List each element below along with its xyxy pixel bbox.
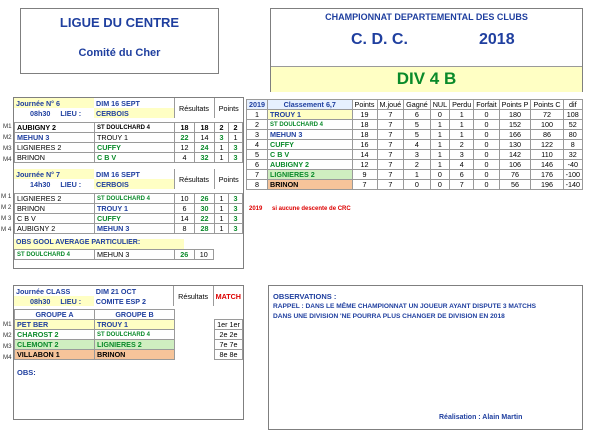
forfeit: 0 (474, 130, 499, 140)
team-b: CUFFY (95, 214, 175, 224)
col-header: Points (352, 100, 377, 110)
team-a: LIGNIERES 2 (15, 194, 95, 204)
observations-line1: RAPPEL : DANS LE MÊME CHAMPIONNAT UN JOUEUR AYANT DISPUTE 3 MATCHS (273, 303, 537, 310)
table-row (15, 320, 243, 330)
table-row (15, 224, 243, 234)
rank-a: 7e (219, 340, 228, 349)
day7-date: DIM 16 SEPT (96, 169, 140, 179)
table-row (247, 110, 583, 120)
diff: 52 (563, 120, 582, 130)
col-header: dif (563, 100, 582, 110)
relegation-note: si aucune descente de CRC (272, 206, 351, 212)
match-label: M2 (3, 332, 12, 339)
day7-time: 14h30 (30, 179, 51, 189)
points-b: 3 (229, 204, 243, 214)
rank: 1 (247, 110, 268, 120)
table-row (247, 130, 583, 140)
observations-line2: DANS UNE DIVISION 'NE POURRA PLUS CHANGER DE DIVISION EN 2018 (273, 313, 505, 320)
team-a: LIGNIERES 2 (15, 143, 95, 153)
points-for: 180 (499, 110, 531, 120)
class-groups-table (14, 309, 243, 360)
observations-panel (268, 285, 583, 430)
match-label: M 4 (1, 226, 12, 233)
team: CUFFY (268, 140, 353, 150)
team: AUBIGNY 2 (268, 160, 353, 170)
forfeit: 0 (474, 110, 499, 120)
group-a-team: CLEMONT 2 (15, 340, 95, 350)
match-label: M2 (3, 134, 12, 141)
day7-lieu-label: LIEU : (60, 179, 82, 189)
points-a: 1 (215, 214, 229, 224)
class-match-header: MATCH (213, 286, 243, 306)
won: 3 (404, 150, 431, 160)
rank: 4 (247, 140, 268, 150)
day6-journee: Journée N° 6 (14, 98, 94, 108)
day6-header (14, 98, 243, 118)
committee-name: Comité du Cher (78, 47, 161, 59)
score-b: 14 (195, 133, 215, 143)
class-time: 08h30 (30, 296, 51, 306)
points: 18 (352, 120, 377, 130)
points-a: 1 (215, 194, 229, 204)
col-header: Forfait (474, 100, 499, 110)
league-header (20, 8, 219, 74)
match-label: M1 (3, 123, 12, 130)
won: 0 (404, 180, 431, 190)
table-row (15, 133, 243, 143)
won: 4 (404, 140, 431, 150)
points-for: 152 (499, 120, 531, 130)
score-b: 32 (195, 153, 215, 163)
ga-team-a: ST DOULCHARD 4 (15, 250, 95, 260)
group-b-header: GROUPE B (95, 310, 175, 320)
rank: 2 (247, 120, 268, 130)
classification-panel (13, 285, 244, 420)
points-against: 176 (531, 170, 563, 180)
match-label: M 3 (1, 215, 12, 222)
points-a: 1 (215, 143, 229, 153)
won: 1 (404, 170, 431, 180)
team: MEHUN 3 (268, 130, 353, 140)
points-for: 130 (499, 140, 531, 150)
team-b: ST DOULCHARD 4 (95, 194, 175, 204)
rank-a: 8e (219, 350, 228, 359)
table-row (15, 250, 214, 260)
table-row (247, 180, 583, 190)
col-header: NUL (430, 100, 449, 110)
score-a: 22 (175, 133, 195, 143)
won: 5 (404, 130, 431, 140)
played: 7 (377, 150, 404, 160)
forfeit: 0 (474, 160, 499, 170)
table-row (247, 120, 583, 130)
points-against: 86 (531, 130, 563, 140)
class-lieu-label: LIEU : (60, 296, 82, 306)
forfeit: 0 (474, 180, 499, 190)
forfeit: 0 (474, 170, 499, 180)
diff: 32 (563, 150, 582, 160)
team-b: TROUY 1 (95, 133, 175, 143)
draw: 0 (430, 170, 449, 180)
points-b: 3 (229, 214, 243, 224)
team: ST DOULCHARD 4 (268, 120, 353, 130)
points-b: 3 (229, 224, 243, 234)
points-b: 3 (229, 153, 243, 163)
points-against: 72 (531, 110, 563, 120)
match-label: M 1 (1, 193, 12, 200)
points-against: 100 (531, 120, 563, 130)
rank: 8 (247, 180, 268, 190)
lost: 3 (450, 150, 474, 160)
class-lieu: COMITE ESP 2 (95, 296, 146, 306)
group-a-team: CHAROST 2 (15, 330, 95, 340)
points-against: 196 (531, 180, 563, 190)
lost: 2 (450, 140, 474, 150)
standings-table (246, 99, 583, 190)
class-journee: Journée CLASS (16, 286, 71, 296)
points-a: 1 (215, 224, 229, 234)
lost: 6 (450, 170, 474, 180)
class-results-header: Résultats (173, 286, 213, 306)
diff: -140 (563, 180, 582, 190)
points-a: 1 (215, 153, 229, 163)
results-panel (13, 97, 244, 269)
ga-score-a: 26 (175, 250, 195, 260)
score-a: 8 (175, 224, 195, 234)
day7-lieu: CERBOIS (94, 179, 174, 189)
day7-results-table (14, 193, 243, 234)
lost: 7 (450, 180, 474, 190)
team: C B V (268, 150, 353, 160)
score-b: 26 (195, 194, 215, 204)
group-b-team: ST DOULCHARD 4 (95, 330, 175, 340)
draw: 1 (430, 140, 449, 150)
points-b: 3 (229, 194, 243, 204)
day7-journee: Journée N° 7 (14, 169, 94, 179)
draw: 1 (430, 150, 449, 160)
draw: 1 (430, 160, 449, 170)
points-against: 110 (531, 150, 563, 160)
standings-panel (246, 99, 585, 212)
table-row (15, 194, 243, 204)
rank: 7 (247, 170, 268, 180)
score-a: 14 (175, 214, 195, 224)
lost: 1 (450, 130, 474, 140)
played: 7 (377, 160, 404, 170)
points-for: 142 (499, 150, 531, 160)
match-label: M4 (3, 354, 12, 361)
table-row (15, 330, 243, 340)
diff: -40 (563, 160, 582, 170)
table-row (15, 204, 243, 214)
rank: 5 (247, 150, 268, 160)
score-b: 30 (195, 204, 215, 214)
won: 2 (404, 160, 431, 170)
rank-b: 7e (229, 340, 238, 349)
team-a: C B V (15, 214, 95, 224)
rank-b: 8e (229, 350, 238, 359)
day6-points-header: Points (214, 98, 243, 118)
day6-date: DIM 16 SEPT (96, 98, 140, 108)
rank-a: 2e (219, 330, 228, 339)
table-row (247, 170, 583, 180)
team-a: AUBIGNY 2 (15, 123, 95, 133)
played: 7 (377, 140, 404, 150)
team-b: TROUY 1 (95, 204, 175, 214)
score-a: 6 (175, 204, 195, 214)
division-label: DIV 4 B (271, 66, 582, 92)
diff: -100 (563, 170, 582, 180)
points-b: 2 (229, 123, 243, 133)
score-a: 10 (175, 194, 195, 204)
points-against: 122 (531, 140, 563, 150)
lost: 1 (450, 110, 474, 120)
class-date: DIM 21 OCT (95, 286, 137, 296)
points: 18 (352, 130, 377, 140)
table-row (15, 123, 243, 133)
match-label: M3 (3, 343, 12, 350)
points-for: 76 (499, 170, 531, 180)
match-label: M1 (3, 321, 12, 328)
group-a-team: PET BER (15, 320, 95, 330)
relegation-note-year: 2019 (249, 206, 263, 212)
col-header: Points P (499, 100, 531, 110)
points: 19 (352, 110, 377, 120)
team-b: CUFFY (95, 143, 175, 153)
draw: 0 (430, 180, 449, 190)
championship-header (270, 8, 583, 92)
draw: 1 (430, 130, 449, 140)
team-a: AUBIGNY 2 (15, 224, 95, 234)
diff: 8 (563, 140, 582, 150)
score-b: 24 (195, 143, 215, 153)
rank: 3 (247, 130, 268, 140)
forfeit: 0 (474, 120, 499, 130)
lost: 4 (450, 160, 474, 170)
team-b: MEHUN 3 (95, 224, 175, 234)
score-b: 22 (195, 214, 215, 224)
match-label: M3 (3, 145, 12, 152)
points: 14 (352, 150, 377, 160)
team-a: BRINON (15, 204, 95, 214)
played: 7 (377, 110, 404, 120)
played: 7 (377, 130, 404, 140)
day7-points-header: Points (214, 169, 243, 189)
points-b: 3 (229, 143, 243, 153)
match-label: M 2 (1, 204, 12, 211)
table-row (247, 140, 583, 150)
rank-b: 2e (229, 330, 238, 339)
table-row (15, 143, 243, 153)
points-for: 166 (499, 130, 531, 140)
ga-team-b: MEHUN 3 (95, 250, 175, 260)
col-header: M.joué (377, 100, 404, 110)
points-for: 56 (499, 180, 531, 190)
season-year: 2018 (479, 31, 515, 48)
table-row (247, 160, 583, 170)
table-row (247, 150, 583, 160)
points: 7 (352, 180, 377, 190)
goal-average-table (14, 249, 214, 260)
standings-title: Classement 6,7 (268, 100, 353, 110)
group-a-team: VILLABON 1 (15, 350, 95, 360)
diff: 108 (563, 110, 582, 120)
championship-title: CHAMPIONNAT DEPARTEMENTAL DES CLUBS (325, 12, 528, 22)
day7-results-header: Résultats (174, 169, 214, 189)
table-row (15, 214, 243, 224)
class-obs: OBS: (17, 368, 36, 377)
team-a: MEHUN 3 (15, 133, 95, 143)
cdc-label: C. D. C. (351, 31, 408, 48)
team-b: ST DOULCHARD 4 (95, 123, 175, 133)
team: TROUY 1 (268, 110, 353, 120)
score-a: 4 (175, 153, 195, 163)
score-a: 12 (175, 143, 195, 153)
match-label: M4 (3, 156, 12, 163)
team-a: BRINON (15, 153, 95, 163)
points: 9 (352, 170, 377, 180)
class-day-header (14, 286, 243, 306)
group-b-team: LIGNIERES 2 (95, 340, 175, 350)
ga-score-b: 10 (194, 250, 214, 260)
day6-results-table (14, 122, 243, 163)
points-against: 146 (531, 160, 563, 170)
rank-a: 1er (217, 320, 228, 329)
day6-lieu-label: LIEU : (60, 108, 82, 118)
draw: 1 (430, 120, 449, 130)
rank: 6 (247, 160, 268, 170)
team: BRINON (268, 180, 353, 190)
group-a-header: GROUPE A (15, 310, 95, 320)
team-b: C B V (95, 153, 175, 163)
group-b-team: TROUY 1 (95, 320, 175, 330)
played: 7 (377, 170, 404, 180)
points-a: 1 (215, 204, 229, 214)
day6-time: 08h30 (30, 108, 51, 118)
points-b: 1 (229, 133, 243, 143)
played: 7 (377, 120, 404, 130)
points-a: 2 (215, 123, 229, 133)
rank-b: 1er (229, 320, 240, 329)
day6-results-header: Résultats (174, 98, 214, 118)
won: 6 (404, 110, 431, 120)
forfeit: 0 (474, 140, 499, 150)
credit: Réalisation : Alain Martin (439, 414, 523, 421)
score-b: 28 (195, 224, 215, 234)
league-title: LIGUE DU CENTRE (59, 15, 180, 30)
won: 5 (404, 120, 431, 130)
team: LIGNIERES 2 (268, 170, 353, 180)
points-a: 3 (215, 133, 229, 143)
col-header: Points C (531, 100, 563, 110)
col-header: Perdu (450, 100, 474, 110)
forfeit: 0 (474, 150, 499, 160)
table-row (15, 153, 243, 163)
draw: 0 (430, 110, 449, 120)
day7-header (14, 169, 243, 189)
day6-lieu: CERBOIS (94, 108, 174, 118)
played: 7 (377, 180, 404, 190)
table-row (15, 340, 243, 350)
score-b: 18 (195, 123, 215, 133)
points: 16 (352, 140, 377, 150)
goal-average-title: OBS GOOL AVERAGE PARTICULIER: (14, 239, 184, 249)
observations-title: OBSERVATIONS : (273, 292, 337, 301)
score-a: 18 (175, 123, 195, 133)
standings-year: 2019 (247, 100, 268, 110)
points: 12 (352, 160, 377, 170)
diff: 80 (563, 130, 582, 140)
group-b-team: BRINON (95, 350, 175, 360)
table-row (15, 350, 243, 360)
points-for: 106 (499, 160, 531, 170)
lost: 1 (450, 120, 474, 130)
col-header: Gagné (404, 100, 431, 110)
